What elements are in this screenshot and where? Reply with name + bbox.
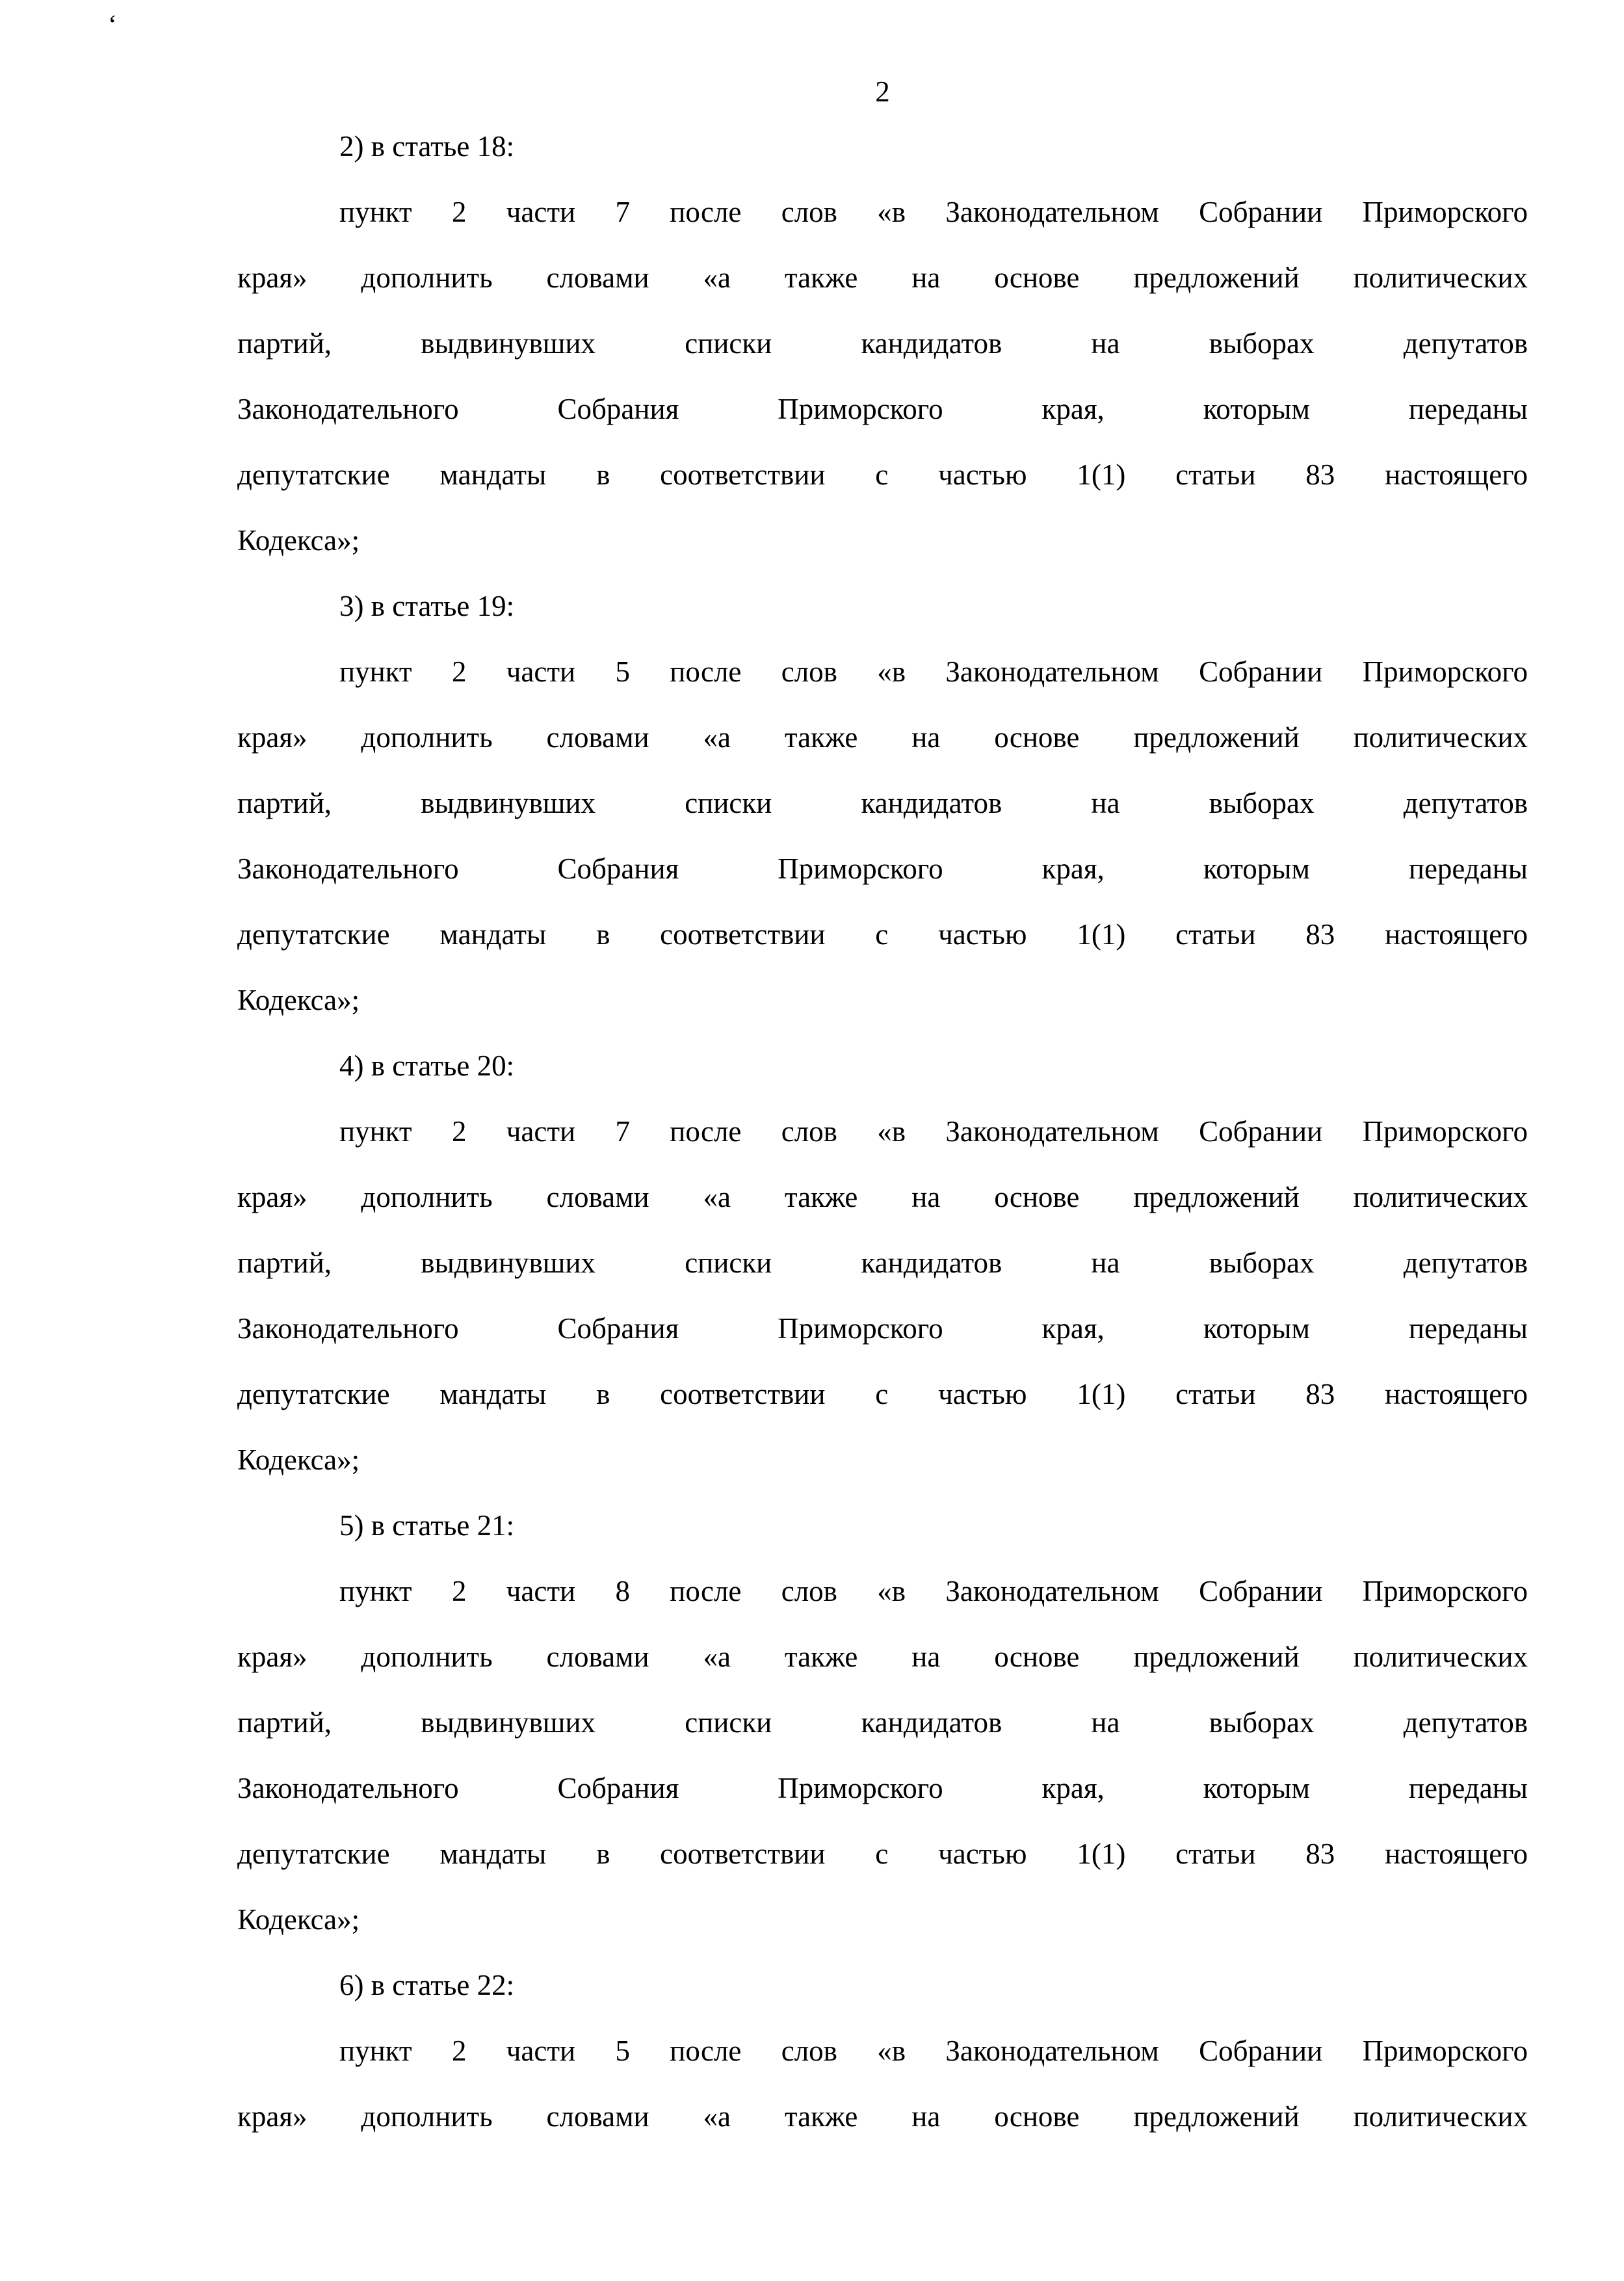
paragraph-line: края» дополнить словами «а также на основе предложений политических — [237, 261, 1528, 294]
paragraph-line: депутатские мандаты в соответствии с частью 1(1) статьи 83 настоящего — [237, 1838, 1528, 1870]
paragraph-line: Законодательного Собрания Приморского края, которым переданы — [237, 1772, 1528, 1804]
paragraph-line: Законодательного Собрания Приморского края, которым переданы — [237, 1312, 1528, 1345]
paragraph-line: депутатские мандаты в соответствии с частью 1(1) статьи 83 настоящего — [237, 458, 1528, 491]
paragraph-line: Законодательного Собрания Приморского края, которым переданы — [237, 852, 1528, 885]
document-body — [237, 114, 1528, 2150]
paragraph-line: партий, выдвинувших списки кандидатов на выборах депутатов — [237, 787, 1528, 819]
paragraph-line: Законодательного Собрания Приморского края, которым переданы — [237, 393, 1528, 425]
paragraph-line: пункт 2 части 8 после слов «в Законодательном Собрании Приморского — [339, 1575, 1528, 1607]
paragraph-line: пункт 2 части 7 после слов «в Законодательном Собрании Приморского — [339, 196, 1528, 228]
scan-artifact-mark: ‘ — [108, 10, 117, 40]
paragraph-line: пункт 2 части 7 после слов «в Законодательном Собрании Приморского — [339, 1115, 1528, 1148]
paragraph-line: пункт 2 части 5 после слов «в Законодательном Собрании Приморского — [339, 655, 1528, 688]
paragraph-line: депутатские мандаты в соответствии с частью 1(1) статьи 83 настоящего — [237, 918, 1528, 951]
paragraph-line: партий, выдвинувших списки кандидатов на выборах депутатов — [237, 327, 1528, 360]
section-heading-article-21: 5) в статье 21: — [339, 1509, 515, 1542]
paragraph-line: края» дополнить словами «а также на основе предложений политических — [237, 1641, 1528, 1673]
section-heading-article-20: 4) в статье 20: — [339, 1049, 515, 1082]
paragraph-line: края» дополнить словами «а также на основе предложений политических — [237, 2100, 1528, 2133]
page-number: 2 — [875, 75, 890, 108]
paragraph-line: Кодекса»; — [237, 524, 360, 557]
paragraph-line: Кодекса»; — [237, 984, 360, 1016]
section-heading-article-19: 3) в статье 19: — [339, 590, 515, 622]
paragraph-line: края» дополнить словами «а также на основе предложений политических — [237, 1181, 1528, 1213]
paragraph-line: Кодекса»; — [237, 1444, 360, 1476]
paragraph-line: партий, выдвинувших списки кандидатов на выборах депутатов — [237, 1246, 1528, 1279]
section-heading-article-22: 6) в статье 22: — [339, 1969, 515, 2001]
paragraph-line: края» дополнить словами «а также на основе предложений политических — [237, 721, 1528, 754]
paragraph-line: партий, выдвинувших списки кандидатов на выборах депутатов — [237, 1706, 1528, 1739]
paragraph-line: Кодекса»; — [237, 1903, 360, 1936]
section-heading-article-18: 2) в статье 18: — [339, 130, 515, 163]
paragraph-line: пункт 2 части 5 после слов «в Законодательном Собрании Приморского — [339, 2035, 1528, 2067]
paragraph-line: депутатские мандаты в соответствии с частью 1(1) статьи 83 настоящего — [237, 1378, 1528, 1410]
